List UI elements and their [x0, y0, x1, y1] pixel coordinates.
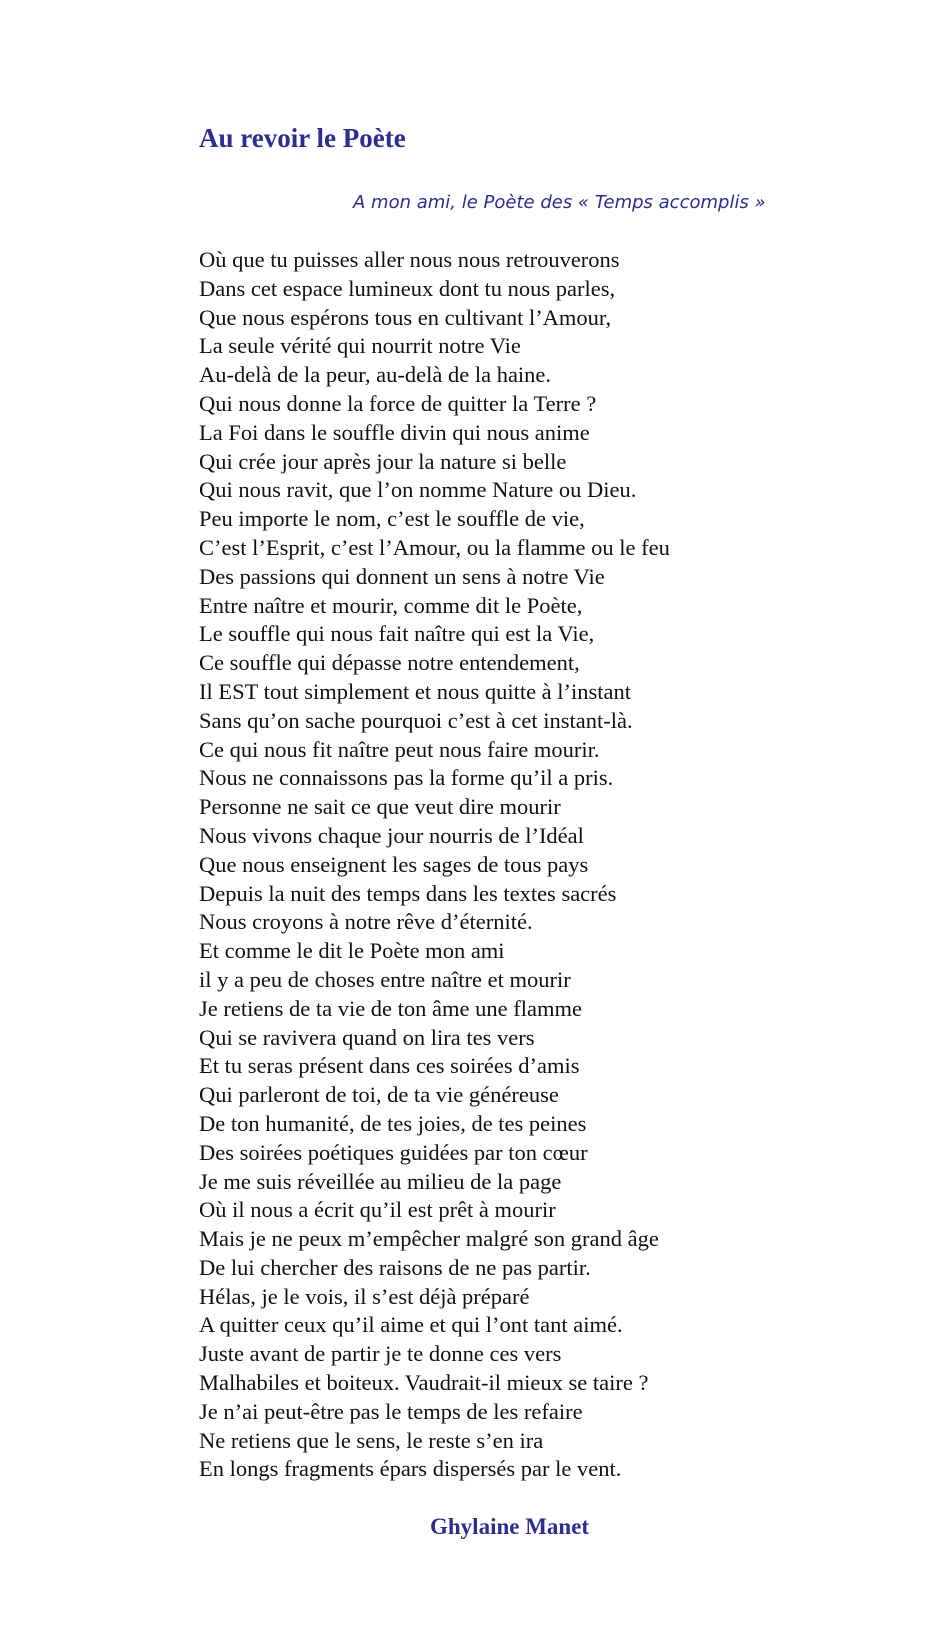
poem-line: Ce souffle qui dépasse notre entendement,: [199, 650, 580, 676]
poem-line: Je me suis réveillée au milieu de la page: [199, 1168, 562, 1194]
poem-line: Nous ne connaissons pas la forme qu’il a pris.: [199, 765, 614, 791]
poem-line: Ce qui nous fit naître peut nous faire mourir.: [199, 736, 600, 762]
poem-line: A quitter ceux qu’il aime et qui l’ont tant aimé.: [199, 1312, 623, 1338]
poem-body: [199, 246, 670, 1484]
poem-line: Dans cet espace lumineux dont tu nous parles,: [199, 275, 616, 301]
poem-line: Je retiens de ta vie de ton âme une flamme: [199, 995, 582, 1021]
poem-line: De ton humanité, de tes joies, de tes peines: [199, 1110, 587, 1136]
poem-line: Entre naître et mourir, comme dit le Poète,: [199, 592, 583, 618]
poem-line: De lui chercher des raisons de ne pas partir.: [199, 1254, 591, 1280]
poem-line: La seule vérité qui nourrit notre Vie: [199, 333, 521, 359]
poem-line: Des passions qui donnent un sens à notre Vie: [199, 563, 605, 589]
poem-dedication: A mon ami, le Poète des « Temps accomplis »: [353, 192, 766, 213]
poem-line: En longs fragments épars dispersés par le vent.: [199, 1456, 622, 1482]
poem-line: Le souffle qui nous fait naître qui est la Vie,: [199, 621, 595, 647]
poem-line: Mais je ne peux m’empêcher malgré son grand âge: [199, 1226, 659, 1252]
poem-line: Qui crée jour après jour la nature si belle: [199, 448, 567, 474]
poem-line: Où il nous a écrit qu’il est prêt à mourir: [199, 1197, 556, 1223]
poem-line: Et comme le dit le Poète mon ami: [199, 938, 505, 964]
poem-line: Des soirées poétiques guidées par ton cœur: [199, 1139, 588, 1165]
poem-line: Hélas, je le vois, il s’est déjà préparé: [199, 1283, 530, 1309]
poem-line: Malhabiles et boiteux. Vaudrait-il mieux se taire ?: [199, 1370, 649, 1396]
poem-line: il y a peu de choses entre naître et mourir: [199, 966, 571, 992]
poem-line: Juste avant de partir je te donne ces vers: [199, 1341, 562, 1367]
poem-line: Nous croyons à notre rêve d’éternité.: [199, 909, 533, 935]
poem-line: Je n’ai peut-être pas le temps de les refaire: [199, 1398, 583, 1424]
poem-line: C’est l’Esprit, c’est l’Amour, ou la flamme ou le feu: [199, 534, 670, 560]
poem-title: Au revoir le Poète: [199, 123, 406, 153]
poem-line: Qui nous ravit, que l’on nomme Nature ou Dieu.: [199, 477, 637, 503]
poem-line: Personne ne sait ce que veut dire mourir: [199, 794, 561, 820]
poem-line: Ne retiens que le sens, le reste s’en ira: [199, 1427, 544, 1453]
poem-line: Qui se ravivera quand on lira tes vers: [199, 1024, 535, 1050]
poem-line: Depuis la nuit des temps dans les textes sacrés: [199, 880, 617, 906]
poem-line: Il EST tout simplement et nous quitte à l’instant: [199, 678, 632, 704]
poem-line: La Foi dans le souffle divin qui nous anime: [199, 419, 590, 445]
poem-line: Que nous enseignent les sages de tous pays: [199, 851, 589, 877]
poem-line: Au-delà de la peur, au-delà de la haine.: [199, 362, 552, 388]
poem-line: Peu importe le nom, c’est le souffle de vie,: [199, 506, 585, 532]
poem-line: Et tu seras présent dans ces soirées d’amis: [199, 1053, 580, 1079]
poem-line: Qui nous donne la force de quitter la Terre ?: [199, 390, 597, 416]
poem-line: Sans qu’on sache pourquoi c’est à cet instant-là.: [199, 707, 633, 733]
poem-signature: Ghylaine Manet: [430, 1514, 590, 1539]
poem-line: Nous vivons chaque jour nourris de l’Idéal: [199, 822, 584, 848]
poem-line: Où que tu puisses aller nous nous retrouverons: [199, 247, 620, 272]
poem-line: Que nous espérons tous en cultivant l’Amour,: [199, 304, 612, 330]
poem-line: Qui parleront de toi, de ta vie généreuse: [199, 1082, 559, 1108]
